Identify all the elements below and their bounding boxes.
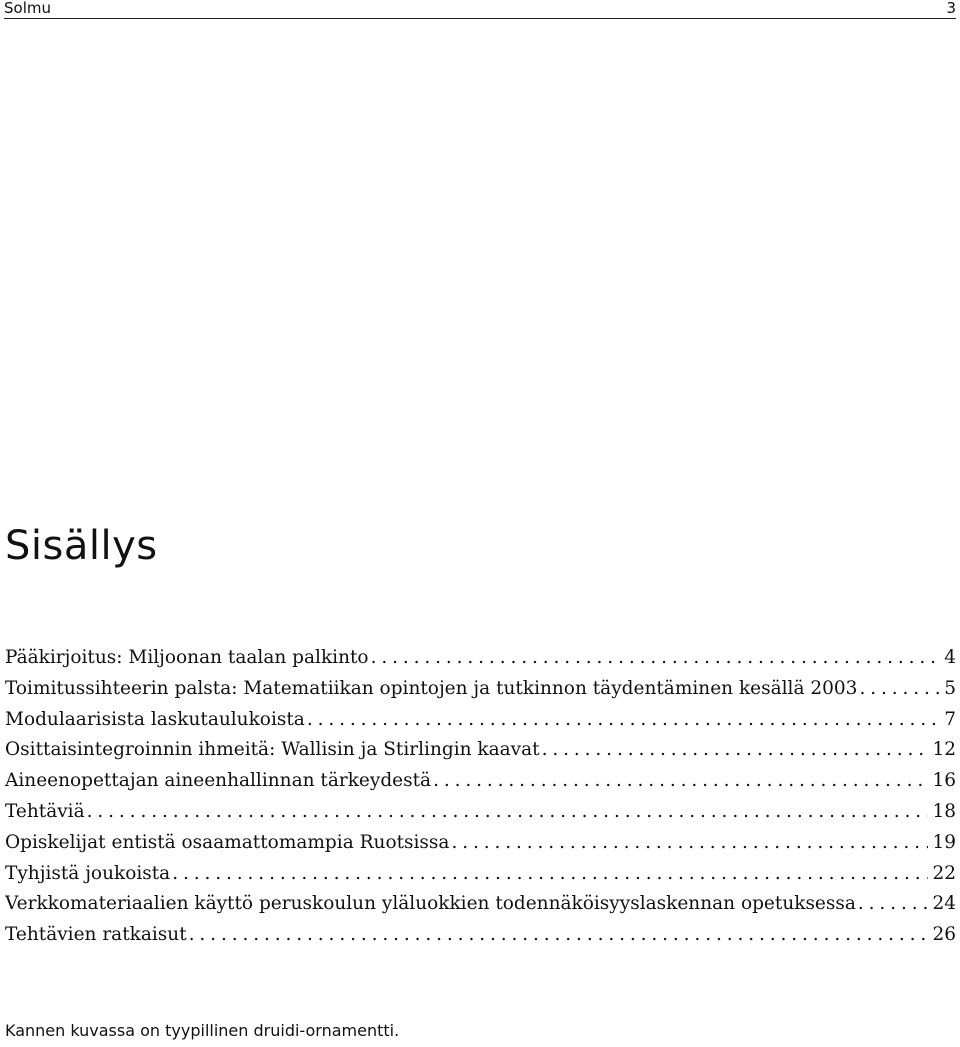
toc-entry-page: 26 — [932, 924, 956, 946]
toc-entry-page: 18 — [932, 800, 956, 822]
toc-entry-title: Pääkirjoitus: Miljoonan taalan palkinto — [5, 647, 369, 668]
cover-caption: Kannen kuvassa on tyypillinen druidi-ornamentti. — [5, 1021, 400, 1040]
toc-entry-title: Aineenopettajan aineenhallinnan tärkeydestä — [5, 770, 432, 792]
toc-entry-title: Modulaarisista laskutaulukoista — [5, 708, 305, 730]
toc-entry-page: 22 — [932, 862, 956, 884]
header-section-name: Solmu — [4, 0, 51, 17]
table-of-contents — [5, 647, 956, 955]
toc-entry-page: 24 — [932, 893, 956, 915]
toc-dot-leader — [189, 924, 929, 945]
toc-entry-title: Opiskelijat entistä osaamattomampia Ruotsissa — [5, 831, 450, 853]
toc-entry-page: 4 — [944, 647, 956, 668]
toc-entry-title: Tehtävien ratkaisut — [5, 924, 187, 946]
toc-dot-leader — [451, 832, 928, 853]
toc-entry-title: Toimitussihteerin palsta: Matematiikan opintojen ja tutkinnon täydentäminen kesällä 2003 — [5, 677, 858, 699]
toc-dot-leader — [859, 678, 940, 699]
toc-entry-page: 12 — [932, 739, 956, 761]
toc-dot-leader — [542, 739, 929, 760]
toc-dot-leader — [433, 770, 928, 791]
toc-dot-leader — [87, 801, 929, 822]
toc-entry-page: 19 — [932, 831, 956, 853]
toc-entry-page: 16 — [932, 770, 956, 792]
toc-entry-title: Verkkomateriaalien käyttö peruskoulun yläluokkien todennäköisyyslaskennan opetuksessa — [5, 893, 856, 915]
toc-dot-leader — [858, 893, 929, 914]
toc-entry[interactable] — [5, 924, 956, 955]
toc-entry[interactable] — [5, 832, 956, 863]
toc-entry[interactable] — [5, 801, 956, 832]
toc-entry[interactable] — [5, 709, 956, 740]
toc-entry[interactable] — [5, 678, 956, 709]
toc-entry-title: Osittaisintegroinnin ihmeitä: Wallisin ja Stirlingin kaavat — [5, 739, 540, 761]
toc-entry-title: Tehtäviä — [5, 800, 85, 822]
toc-entry[interactable] — [5, 770, 956, 801]
toc-entry[interactable] — [5, 739, 956, 770]
toc-entry-page: 5 — [944, 677, 956, 699]
toc-entry[interactable] — [5, 863, 956, 894]
running-header — [4, 0, 956, 19]
toc-entry[interactable] — [5, 647, 956, 678]
toc-entry-title: Tyhjistä joukoista — [5, 862, 171, 884]
toc-dot-leader — [371, 647, 941, 668]
header-page-number: 3 — [946, 0, 956, 17]
toc-dot-leader — [172, 863, 928, 884]
toc-dot-leader — [307, 709, 940, 730]
toc-entry[interactable] — [5, 893, 956, 924]
toc-entry-page: 7 — [944, 708, 956, 730]
page-title: Sisällys — [5, 523, 158, 569]
